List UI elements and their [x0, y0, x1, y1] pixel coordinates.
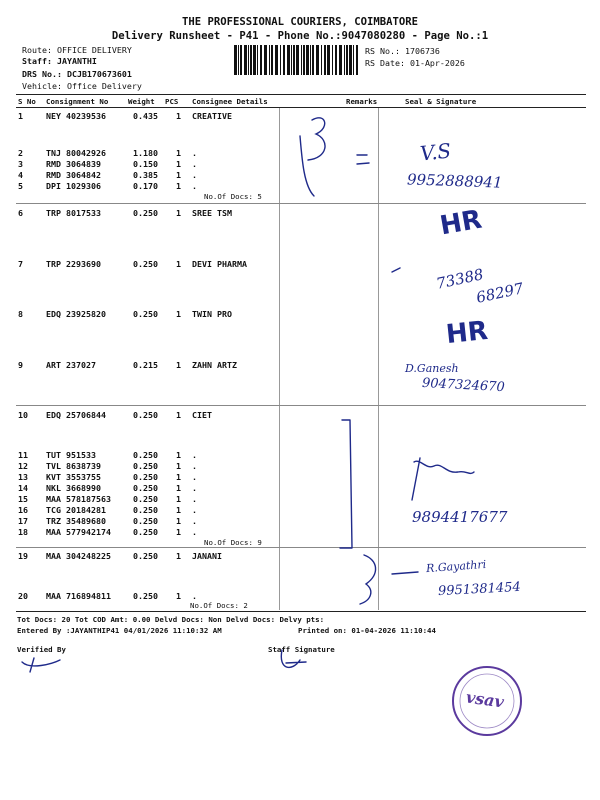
row-pcs: 1 [176, 505, 181, 515]
row-consignee: CIET [192, 410, 212, 420]
col-consignment: Consignment No [46, 97, 109, 106]
row-consignee: . [192, 181, 197, 191]
row-sno: 14 [18, 483, 28, 493]
row-weight: 0.250 [133, 551, 158, 561]
row-sno: 15 [18, 494, 28, 504]
row-consignment: MAA 577942174 [46, 527, 111, 537]
row-sno: 19 [18, 551, 28, 561]
row-sno: 1 [18, 111, 23, 121]
row-weight: 0.250 [133, 461, 158, 471]
row-consignee: . [192, 516, 197, 526]
row-weight: 0.150 [133, 159, 158, 169]
route-label: Route: OFFICE DELIVERY [22, 45, 132, 55]
row-consignment: MAA 578187563 [46, 494, 111, 504]
handwritten-phone: 9047324670 [421, 375, 506, 396]
row-weight: 0.435 [133, 111, 158, 121]
col-consignee: Consignee Details [192, 97, 268, 106]
row-sno: 6 [18, 208, 23, 218]
row-pcs: 1 [176, 472, 181, 482]
row-weight: 0.250 [133, 591, 158, 601]
ink-mark [22, 658, 60, 672]
ink-mark [412, 458, 474, 500]
rs-date: RS Date: 01-Apr-2026 [365, 58, 465, 68]
col-remarks: Remarks [346, 97, 378, 106]
stamp-text: vsav [464, 687, 506, 712]
row-consignment: RMD 3064839 [46, 159, 101, 169]
staff-signature-label: Staff Signature [268, 645, 335, 654]
row-consignment: RMD 3064842 [46, 170, 101, 180]
row-sno: 7 [18, 259, 23, 269]
ink-mark [300, 136, 314, 196]
row-consignee: . [192, 591, 197, 601]
row-consignee: . [192, 494, 197, 504]
row-consignment: EDQ 23925820 [46, 309, 106, 319]
row-pcs: 1 [176, 159, 181, 169]
row-pcs: 1 [176, 527, 181, 537]
row-pcs: 1 [176, 181, 181, 191]
row-consignment: EDQ 25706844 [46, 410, 106, 420]
row-pcs: 1 [176, 111, 181, 121]
docs-count-note: No.Of Docs: 5 [204, 192, 262, 201]
handwritten-phone: 68297 [474, 279, 526, 307]
handwritten-signature: V.S [418, 138, 453, 166]
row-sno: 8 [18, 309, 23, 319]
row-consignee: SREE TSM [192, 208, 232, 218]
row-weight: 0.250 [133, 450, 158, 460]
handwritten-phone: 73388 [434, 265, 486, 293]
col-pcs: PCS [165, 97, 179, 106]
company-name: THE PROFESSIONAL COURIERS, COIMBATORE [182, 16, 418, 28]
row-pcs: 1 [176, 591, 181, 601]
row-consignment: KVT 3553755 [46, 472, 101, 482]
totals-line: Tot Docs: 20 Tot COD Amt: 0.00 Delvd Docs: Non Delvd Docs: Delvy pts: [17, 615, 325, 624]
row-consignee: CREATIVE [192, 111, 232, 121]
row-pcs: 1 [176, 259, 181, 269]
row-pcs: 1 [176, 410, 181, 420]
row-sno: 20 [18, 591, 28, 601]
handwritten-name: R.Gayathri [425, 557, 487, 576]
ink-mark [392, 268, 400, 272]
row-pcs: 1 [176, 360, 181, 370]
row-weight: 0.250 [133, 505, 158, 515]
ink-mark [340, 420, 352, 548]
row-weight: 0.250 [133, 208, 158, 218]
row-pcs: 1 [176, 483, 181, 493]
row-consignee: . [192, 483, 197, 493]
row-weight: 0.170 [133, 181, 158, 191]
row-sno: 9 [18, 360, 23, 370]
runsheet-title: Delivery Runsheet - P41 - Phone No.:9047080280 - Page No.:1 [111, 30, 489, 42]
verified-by-label: Verified By [17, 645, 66, 654]
ink-mark [392, 572, 418, 574]
row-consignment: TVL 8638739 [46, 461, 101, 471]
row-sno: 3 [18, 159, 23, 169]
row-weight: 0.250 [133, 259, 158, 269]
handwritten-phone: 9952888941 [406, 170, 503, 192]
ink-mark [308, 118, 325, 160]
col-sno: S No [18, 97, 36, 106]
row-weight: 0.250 [133, 494, 158, 504]
handwritten-phone: 9951381454 [437, 579, 522, 600]
row-consignment: MAA 304248225 [46, 551, 111, 561]
handwritten-phone: 9894417677 [412, 508, 508, 526]
row-pcs: 1 [176, 450, 181, 460]
drs-number: DRS No.: DCJB170673601 [22, 69, 132, 79]
row-consignment: NKL 3668990 [46, 483, 101, 493]
row-consignee: . [192, 527, 197, 537]
row-consignee: . [192, 472, 197, 482]
row-consignee: . [192, 148, 197, 158]
row-weight: 0.215 [133, 360, 158, 370]
vehicle-label: Vehicle: Office Delivery [22, 81, 142, 91]
row-weight: 0.250 [133, 483, 158, 493]
row-pcs: 1 [176, 309, 181, 319]
printed-on: Printed on: 01-04-2026 11:10:44 [298, 626, 436, 635]
row-sno: 5 [18, 181, 23, 191]
row-sno: 10 [18, 410, 28, 420]
staff-label: Staff: JAYANTHI [22, 56, 97, 66]
row-sno: 18 [18, 527, 28, 537]
handwritten-name: D.Ganesh [405, 362, 459, 375]
row-weight: 0.250 [133, 472, 158, 482]
row-consignee: . [192, 170, 197, 180]
row-sno: 4 [18, 170, 23, 180]
docs-count-note: No.Of Docs: 2 [190, 601, 248, 610]
row-weight: 0.250 [133, 527, 158, 537]
row-consignee: TWIN PRO [192, 309, 232, 319]
row-consignment: TRP 8017533 [46, 208, 101, 218]
row-consignee: . [192, 461, 197, 471]
handwritten-initials: HR [444, 315, 490, 351]
row-weight: 0.250 [133, 410, 158, 420]
row-consignment: DPI 1029306 [46, 181, 101, 191]
row-sno: 13 [18, 472, 28, 482]
row-pcs: 1 [176, 516, 181, 526]
row-consignment: TRP 2293690 [46, 259, 101, 269]
row-consignee: DEVI PHARMA [192, 259, 247, 269]
row-consignee: JANANI [192, 551, 222, 561]
row-consignment: ART 237027 [46, 360, 96, 370]
row-sno: 17 [18, 516, 28, 526]
row-consignment: TNJ 80042926 [46, 148, 106, 158]
rs-number: RS No.: 1706736 [365, 46, 440, 56]
row-sno: 2 [18, 148, 23, 158]
col-weight: Weight [128, 97, 155, 106]
row-pcs: 1 [176, 461, 181, 471]
row-sno: 16 [18, 505, 28, 515]
row-consignee: . [192, 505, 197, 515]
row-weight: 0.250 [133, 516, 158, 526]
col-seal: Seal & Signature [405, 97, 477, 106]
entered-by: Entered By :JAYANTHIP41 04/01/2026 11:10:32 AM [17, 626, 222, 635]
row-pcs: 1 [176, 208, 181, 218]
row-consignee: ZAHN ARTZ [192, 360, 237, 370]
row-weight: 0.250 [133, 309, 158, 319]
row-consignee: . [192, 450, 197, 460]
row-consignment: TRZ 35489680 [46, 516, 106, 526]
row-pcs: 1 [176, 170, 181, 180]
row-pcs: 1 [176, 551, 181, 561]
ink-mark [357, 163, 369, 164]
ink-mark [360, 555, 376, 604]
row-pcs: 1 [176, 148, 181, 158]
row-weight: 0.385 [133, 170, 158, 180]
row-weight: 1.180 [133, 148, 158, 158]
row-sno: 11 [18, 450, 28, 460]
row-pcs: 1 [176, 494, 181, 504]
row-consignment: TUT 951533 [46, 450, 96, 460]
row-consignee: . [192, 159, 197, 169]
ink-mark [281, 650, 306, 667]
handwritten-initials: HR [437, 204, 485, 242]
row-consignment: MAA 716894811 [46, 591, 111, 601]
docs-count-note: No.Of Docs: 9 [204, 538, 262, 547]
row-sno: 12 [18, 461, 28, 471]
row-consignment: TCG 20184281 [46, 505, 106, 515]
row-consignment: NEY 40239536 [46, 111, 106, 121]
